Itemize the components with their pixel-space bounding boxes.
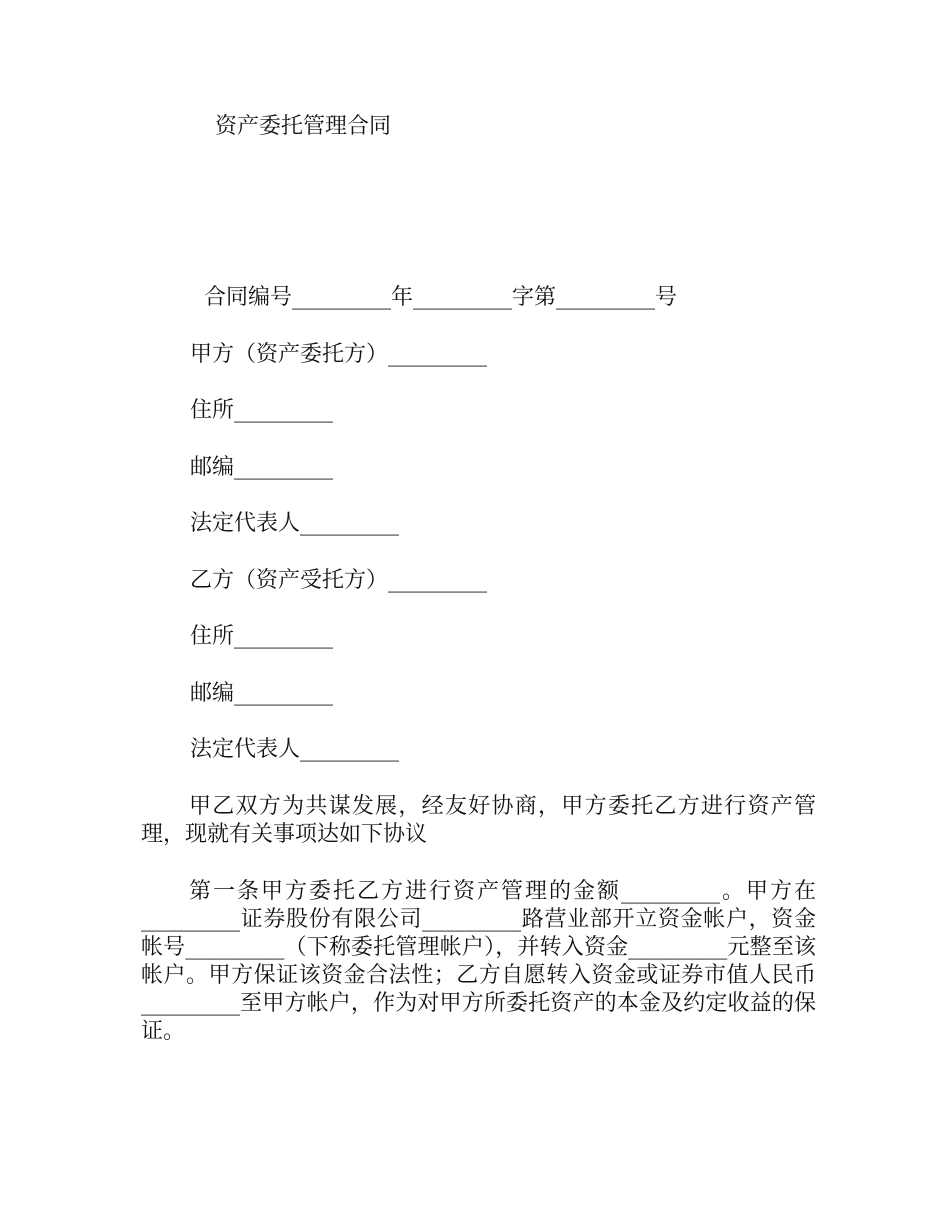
party-b-label: 乙方（资产受托方）_________	[190, 568, 488, 593]
article-1-paragraph: 第一条甲方委托乙方进行资产管理的金额_________。甲方在_________证券股份有限公司_________路营业部开立资金帐户，资金帐号_________（下称委托管理帐户），并转入资金_________元整至该帐户。甲方保证该资金合法性；乙方自愿转入资金或证券市值人民币_________至甲方帐户，作为对甲方所委托资产的本金及约定收益的保证。	[141, 879, 816, 1044]
document-title: 资产委托管理合同	[215, 114, 392, 139]
party-a-address: 住所_________	[190, 398, 334, 423]
party-a-label: 甲方（资产委托方）_________	[190, 342, 488, 367]
party-a-legal-rep: 法定代表人_________	[190, 511, 400, 536]
party-b-legal-rep: 法定代表人_________	[190, 737, 400, 762]
party-a-postcode: 邮编_________	[190, 455, 334, 480]
preamble-paragraph: 甲乙双方为共谋发展，经友好协商，甲方委托乙方进行资产管理，现就有关事项达如下协议	[141, 794, 816, 847]
contract-number-line: 合同编号_________年_________字第_________号	[204, 285, 678, 310]
party-b-postcode: 邮编_________	[190, 681, 334, 706]
party-b-address: 住所_________	[190, 624, 334, 649]
